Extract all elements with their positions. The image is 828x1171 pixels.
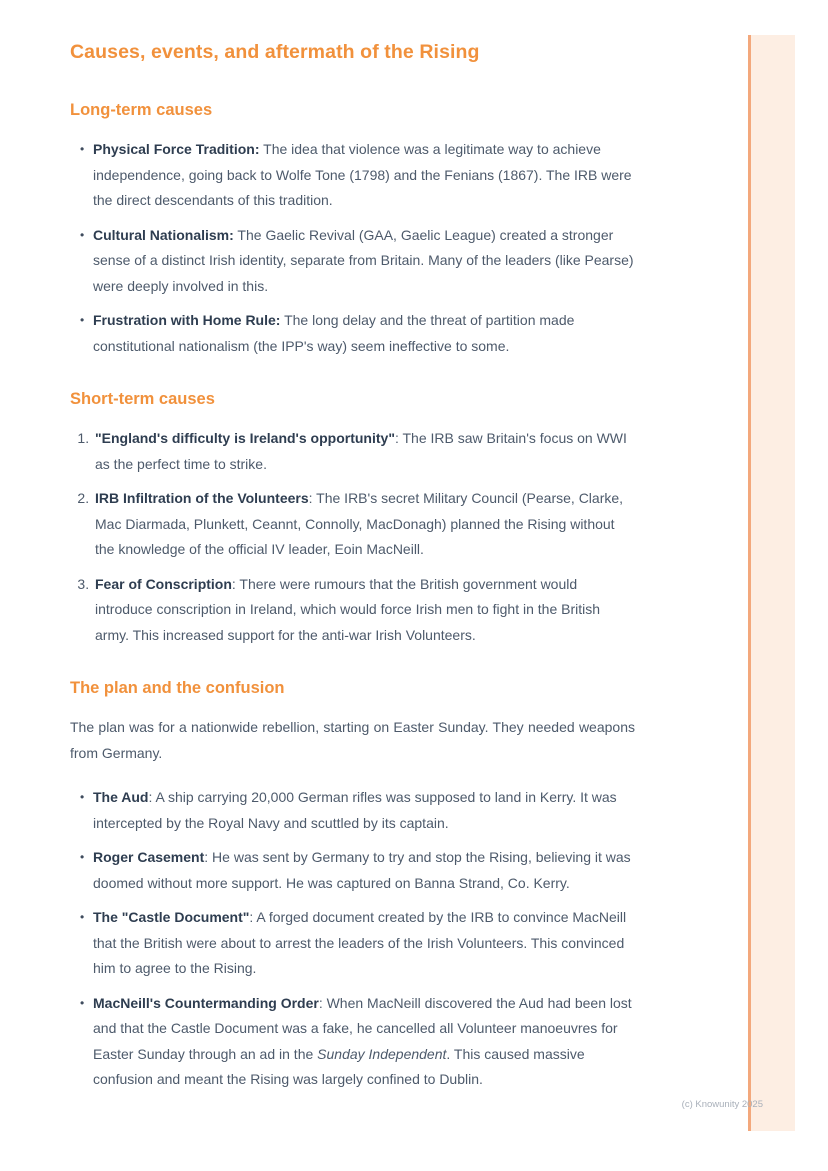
item-text: : There were rumours that the British government would introduce conscription in Ireland, which would force Irish men to fight in the British army. This increased support for the anti-war Irish Volunteers.	[95, 575, 601, 643]
list-item	[93, 426, 635, 477]
item-text: The idea that violence was a legitimate way to achieve independence, going back to Wolfe Tone (1798) and the Fenians (1867). The IRB were the direct descendants of this tradition.	[93, 141, 632, 208]
decorative-side-strip	[748, 35, 795, 1131]
list-item	[93, 308, 635, 359]
item-text: : The IRB's secret Military Council (Pearse, Clarke, Mac Diarmada, Plunkett, Ceannt, Connolly, MacDonagh) planned the Rising without the knowledge of the official IV leader, Eoin MacNeill.	[95, 490, 624, 557]
item-text: : When MacNeill discovered the Aud had been lost and that the Castle Document was a fake, he cancelled all Volunteer manoeuvres for Easter Sunday through an ad in the	[93, 994, 632, 1062]
bullet-list-plan	[70, 785, 635, 1093]
section-plan-and-confusion	[70, 678, 635, 1093]
section-heading-plan: The plan and the confusion	[70, 679, 285, 697]
numbered-list-short-term	[70, 426, 635, 648]
item-lead: "England's difficulty is Ireland's opportunity"	[95, 430, 395, 446]
list-item	[93, 785, 635, 836]
intro-paragraph: The plan was for a nationwide rebellion, starting on Easter Sunday. They needed weapons from Germany.	[70, 719, 635, 761]
item-text: : The IRB saw Britain's focus on WWI as the perfect time to strike.	[95, 430, 627, 472]
list-item	[93, 137, 635, 214]
item-lead: Physical Force Tradition:	[93, 141, 260, 157]
document-content	[70, 40, 635, 1093]
list-item	[93, 486, 635, 563]
item-lead: IRB Infiltration of the Volunteers	[95, 490, 309, 506]
item-text: The Gaelic Revival (GAA, Gaelic League) created a stronger sense of a distinct Irish identity, separate from Britain. Many of the leaders (like Pearse) were deeply involved in this.	[93, 226, 634, 294]
item-lead: MacNeill's Countermanding Order	[93, 994, 319, 1011]
section-heading-short-term: Short-term causes	[70, 390, 215, 408]
list-item	[93, 845, 635, 896]
item-lead: Frustration with Home Rule:	[93, 312, 281, 328]
item-text: : He was sent by Germany to try and stop the Rising, believing it was doomed without more support. He was captured on Banna Strand, Co. Kerry.	[93, 849, 631, 891]
section-long-term-causes	[70, 100, 635, 359]
list-item	[93, 991, 635, 1093]
item-lead: Fear of Conscription	[95, 575, 232, 592]
item-text: : A forged document created by the IRB to convince MacNeill that the British were about to arrest the leaders of the Irish Volunteers. This convinced him to agree to the Rising.	[93, 909, 627, 976]
section-short-term-causes	[70, 389, 635, 648]
list-item	[93, 223, 635, 300]
bullet-list-long-term	[70, 137, 635, 359]
list-item	[93, 572, 635, 649]
item-lead: The Aud	[93, 789, 149, 805]
item-text-italic: Sunday Independent	[317, 1045, 447, 1062]
list-item	[93, 905, 635, 982]
item-text: : A ship carrying 20,000 German rifles was supposed to land in Kerry. It was intercepted by the Royal Navy and scuttled by its captain.	[93, 789, 617, 831]
item-lead: Cultural Nationalism:	[93, 226, 234, 243]
item-lead: Roger Casement	[93, 849, 205, 865]
section-heading-long-term: Long-term causes	[70, 101, 213, 119]
copyright-notice: (c) Knowunity 2025	[681, 1099, 763, 1110]
page-title: Causes, events, and aftermath of the Rising	[70, 41, 480, 63]
item-lead: The "Castle Document"	[93, 909, 250, 925]
item-text: The long delay and the threat of partition made constitutional nationalism (the IPP's way) seem ineffective to some.	[93, 312, 575, 354]
item-text: . This caused massive confusion and meant the Rising was largely confined to Dublin.	[93, 1045, 585, 1087]
